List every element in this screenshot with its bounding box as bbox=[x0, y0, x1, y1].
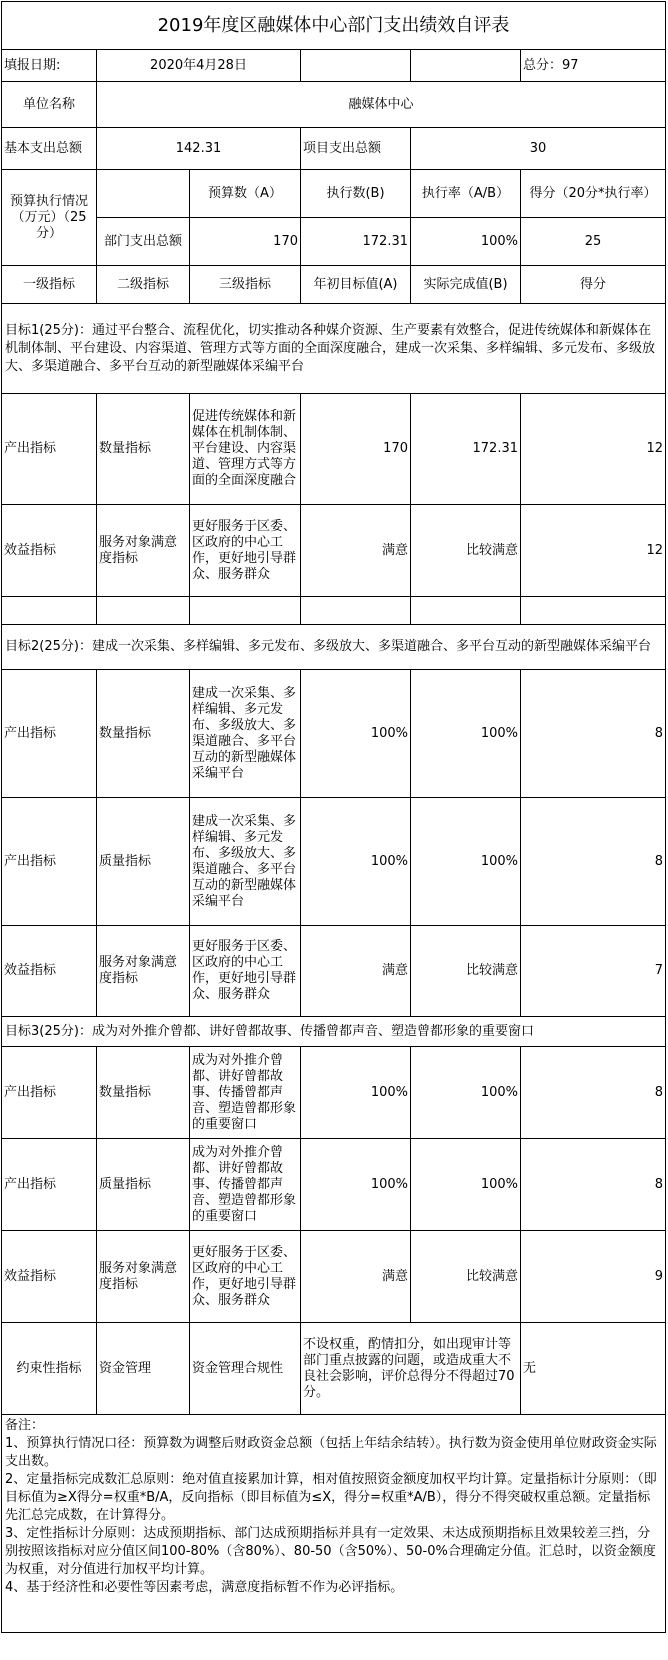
score-cell: 7 bbox=[521, 926, 666, 1017]
index-lvl3-header: 三级指标 bbox=[190, 266, 301, 304]
actual-cell: 比较满意 bbox=[411, 505, 521, 597]
table-row bbox=[2, 670, 666, 798]
budget-exec-header: 执行数(B) bbox=[301, 170, 411, 218]
level3-cell: 成为对外推介曾都、讲好曾都故事、传播曾都声音、塑造曾都形象的重要窗口 bbox=[190, 1047, 301, 1139]
constraint-row bbox=[2, 1323, 666, 1415]
constraint-level3: 资金管理合规性 bbox=[190, 1323, 301, 1415]
level3-cell: 更好服务于区委、区政府的中心工作，更好地引导群众、服务群众 bbox=[190, 926, 301, 1017]
constraint-level2: 资金管理 bbox=[97, 1323, 190, 1415]
level2-cell: 服务对象满意度指标 bbox=[97, 926, 190, 1017]
level1-cell: 产出指标 bbox=[2, 670, 97, 798]
level2-cell: 数量指标 bbox=[97, 670, 190, 798]
index-lvl1-header: 一级指标 bbox=[2, 266, 97, 304]
level3-cell: 更好服务于区委、区政府的中心工作，更好地引导群众、服务群众 bbox=[190, 505, 301, 597]
project-expense-label: 项目支出总额 bbox=[301, 128, 411, 170]
note-item: 4、基于经济性和必要性等因素考虑，满意度指标暂不作为必评指标。 bbox=[5, 1580, 404, 1595]
empty-cell bbox=[190, 597, 301, 625]
goal-3-row bbox=[2, 1017, 666, 1047]
empty-cell bbox=[521, 597, 666, 625]
target-cell: 170 bbox=[301, 394, 411, 505]
budget-header-row bbox=[2, 170, 666, 218]
empty-cell bbox=[411, 597, 521, 625]
score-cell: 8 bbox=[521, 1047, 666, 1139]
level1-cell: 效益指标 bbox=[2, 1231, 97, 1323]
fill-date-row bbox=[2, 50, 666, 82]
total-score: 总分：97 bbox=[521, 50, 666, 82]
target-cell: 满意 bbox=[301, 505, 411, 597]
table-row bbox=[2, 505, 666, 597]
basic-expense-label: 基本支出总额 bbox=[2, 128, 97, 170]
actual-cell: 100% bbox=[411, 1047, 521, 1139]
level3-cell: 成为对外推介曾都、讲好曾都故事、传播曾都声音、塑造曾都形象的重要窗口 bbox=[190, 1139, 301, 1231]
level3-cell: 建成一次采集、多样编辑、多元发布、多级放大、多渠道融合、多平台互动的新型融媒体采编平台 bbox=[190, 798, 301, 926]
level3-cell: 更好服务于区委、区政府的中心工作，更好地引导群众、服务群众 bbox=[190, 1231, 301, 1323]
table-row bbox=[2, 1139, 666, 1231]
table-title: 2019年度区融媒体中心部门支出绩效自评表 bbox=[2, 2, 666, 50]
goal-1-row bbox=[2, 304, 666, 394]
actual-cell: 100% bbox=[411, 1139, 521, 1231]
level2-cell: 服务对象满意度指标 bbox=[97, 1231, 190, 1323]
budget-plan-header: 预算数（A） bbox=[190, 170, 301, 218]
budget-plan-value: 170 bbox=[190, 218, 301, 266]
level1-cell: 产出指标 bbox=[2, 1139, 97, 1231]
score-cell: 8 bbox=[521, 798, 666, 926]
level2-cell: 质量指标 bbox=[97, 798, 190, 926]
level1-cell: 效益指标 bbox=[2, 926, 97, 1017]
target-cell: 100% bbox=[301, 670, 411, 798]
level1-cell: 效益指标 bbox=[2, 505, 97, 597]
actual-cell: 比较满意 bbox=[411, 926, 521, 1017]
constraint-level1: 约束性指标 bbox=[2, 1323, 97, 1415]
table-row bbox=[2, 798, 666, 926]
expense-row bbox=[2, 128, 666, 170]
fill-date-label: 填报日期: bbox=[2, 50, 97, 82]
actual-cell: 172.31 bbox=[411, 394, 521, 505]
actual-cell: 100% bbox=[411, 798, 521, 926]
empty-cell bbox=[411, 50, 521, 82]
goal-2-row bbox=[2, 625, 666, 670]
index-header-row bbox=[2, 266, 666, 304]
score-cell: 12 bbox=[521, 505, 666, 597]
level3-cell: 促进传统媒体和新媒体在机制体制、平台建设、内容渠道、管理方式等方面的全面深度融合 bbox=[190, 394, 301, 505]
budget-score-value: 25 bbox=[521, 218, 666, 266]
score-cell: 8 bbox=[521, 1139, 666, 1231]
level2-cell: 数量指标 bbox=[97, 1047, 190, 1139]
goal-2-text: 目标2(25分)：建成一次采集、多样编辑、多元发布、多级放大、多渠道融合、多平台互动的新型融媒体采编平台 bbox=[2, 625, 666, 670]
empty-cell bbox=[97, 170, 190, 218]
target-cell: 100% bbox=[301, 1139, 411, 1231]
budget-rate-value: 100% bbox=[411, 218, 521, 266]
score-cell: 8 bbox=[521, 670, 666, 798]
level1-cell: 产出指标 bbox=[2, 1047, 97, 1139]
target-cell: 满意 bbox=[301, 926, 411, 1017]
score-cell: 9 bbox=[521, 1231, 666, 1323]
evaluation-table bbox=[1, 1, 666, 1633]
notes-cell bbox=[2, 1415, 666, 1633]
level2-cell: 数量指标 bbox=[97, 394, 190, 505]
unit-label: 单位名称 bbox=[2, 82, 97, 128]
budget-row bbox=[2, 218, 666, 266]
actual-cell: 比较满意 bbox=[411, 1231, 521, 1323]
target-cell: 满意 bbox=[301, 1231, 411, 1323]
index-target-header: 年初目标值(A) bbox=[301, 266, 411, 304]
level3-cell: 建成一次采集、多样编辑、多元发布、多级放大、多渠道融合、多平台互动的新型融媒体采编平台 bbox=[190, 670, 301, 798]
level1-cell: 产出指标 bbox=[2, 394, 97, 505]
target-cell: 100% bbox=[301, 798, 411, 926]
empty-cell bbox=[97, 597, 190, 625]
budget-rate-header: 执行率（A/B） bbox=[411, 170, 521, 218]
score-cell: 12 bbox=[521, 394, 666, 505]
note-item: 1、预算执行情况口径：预算数为调整后财政资金总额（包括上年结余结转）。执行数为资金使用单位财政资金实际支出数。 bbox=[5, 1436, 657, 1469]
constraint-description: 不设权重，酌情扣分，如出现审计等部门重点披露的问题，或造成重大不良社会影响，评价总得分不得超过70分。 bbox=[301, 1323, 521, 1415]
note-item: 3、定性指标计分原则：达成预期指标、部门达成预期指标并具有一定效果、未达成预期指标且效果较差三挡，分别按照该指标对应分值区间100-80%（含80%）、80-50（含50%）、50-0%合理确定分值。汇总时，以资金额度为权重，对分值进行加权平均计算。 bbox=[5, 1526, 656, 1577]
index-score-header: 得分 bbox=[521, 266, 666, 304]
budget-score-header: 得分（20分*执行率） bbox=[521, 170, 666, 218]
unit-name: 融媒体中心 bbox=[97, 82, 666, 128]
budget-exec-value: 172.31 bbox=[301, 218, 411, 266]
table-row bbox=[2, 926, 666, 1017]
budget-label: 预算执行情况（万元）（25分） bbox=[2, 170, 97, 266]
empty-cell bbox=[301, 597, 411, 625]
table-row bbox=[2, 1231, 666, 1323]
actual-cell: 100% bbox=[411, 670, 521, 798]
note-item: 2、定量指标完成数汇总原则：绝对值直接累加计算，相对值按照资金额度加权平均计算。定量指标计分原则：（即目标值为≥X得分=权重*B/A，反向指标（即目标值为≤X，得分=权重*A/B），得分不得突破权重总额。定量指标先汇总完成数，在计算得分。 bbox=[5, 1472, 657, 1523]
level2-cell: 质量指标 bbox=[97, 1139, 190, 1231]
table-row bbox=[2, 394, 666, 505]
goal-3-text: 目标3(25分)：成为对外推介曾都、讲好曾都故事、传播曾都声音、塑造曾都形象的重要窗口 bbox=[2, 1017, 666, 1047]
title-row bbox=[2, 2, 666, 50]
target-cell: 100% bbox=[301, 1047, 411, 1139]
empty-cell bbox=[2, 597, 97, 625]
budget-row-label: 部门支出总额 bbox=[97, 218, 190, 266]
fill-date-value: 2020年4月28日 bbox=[97, 50, 301, 82]
notes-row bbox=[2, 1415, 666, 1633]
basic-expense-value: 142.31 bbox=[97, 128, 301, 170]
goal-1-text: 目标1(25分)：通过平台整合、流程优化，切实推动各种媒介资源、生产要素有效整合，促进传统媒体和新媒体在机制体制、平台建设、内容渠道、管理方式等方面的全面深度融合，建成一次采集、多样编辑、多元发布、多级放大、多渠道融合、多平台互动的新型融媒体采编平台 bbox=[2, 304, 666, 394]
index-actual-header: 实际完成值(B) bbox=[411, 266, 521, 304]
notes-heading: 备注： bbox=[5, 1418, 45, 1433]
table-row bbox=[2, 1047, 666, 1139]
index-lvl2-header: 二级指标 bbox=[97, 266, 190, 304]
level1-cell: 产出指标 bbox=[2, 798, 97, 926]
project-expense-value: 30 bbox=[411, 128, 666, 170]
spacer-row bbox=[2, 597, 666, 625]
unit-row bbox=[2, 82, 666, 128]
constraint-result: 无 bbox=[521, 1323, 666, 1415]
level2-cell: 服务对象满意度指标 bbox=[97, 505, 190, 597]
empty-cell bbox=[301, 50, 411, 82]
